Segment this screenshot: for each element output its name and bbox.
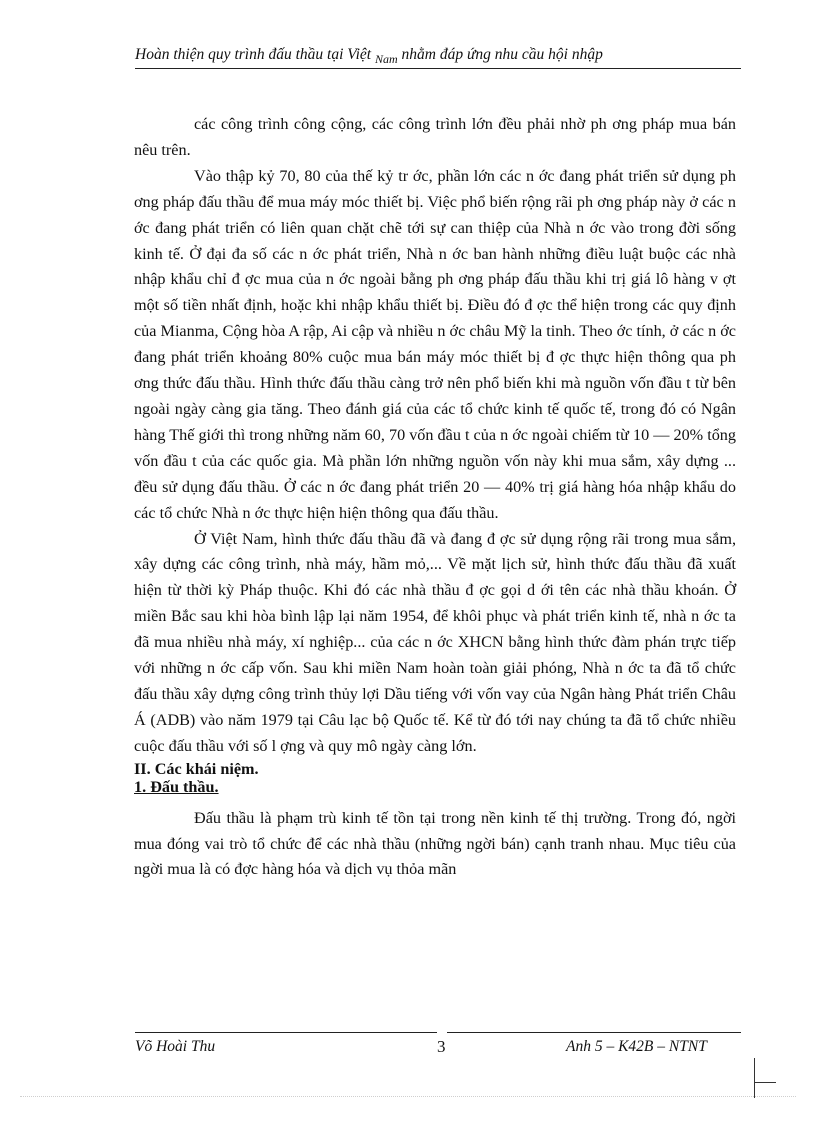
header-title-part2: nhằm đáp ứng nhu cầu hội nhập [397, 46, 603, 63]
header-rule [135, 68, 741, 69]
footer-author: Võ Hoài Thu [135, 1038, 216, 1055]
header-title-part1: Hoàn thiện quy trình đấu thầu tại Việt [135, 46, 375, 63]
document-body [134, 112, 736, 883]
page-number: 3 [437, 1037, 446, 1056]
section-heading: II. Các khái niệm. [134, 759, 259, 778]
paragraph-2: Vào thập kỷ 70, 80 của thế kỷ tr ớc, phần lớn các n ớc đang phát triển sử dụng ph ơng pháp đấu thầu để mua máy móc thiết bị. Việc phổ biến rộng rãi ph ơng pháp này ở các n ớc đang phát triển có liên quan chặt chẽ tới sự can thiệp của Nhà n ớc vào trong đời sống kinh tế. Ở đại đa số các n ớc phát triển, Nhà n ớc ban hành những điều luật buộc các nhà nhập khẩu chỉ đ ợc mua của n ớc ngoài bằng ph ơng pháp đấu thầu khi trị giá lô hàng v ợt một số tiền nhất định, hoặc khi nhập khẩu thiết bị. Điều đó đ ợc thể hiện trong các quy định của Mianma, Cộng hòa A rập, Ai cập và nhiều n ớc châu Mỹ la tinh. Theo ớc tính, ở các n ớc đang phát triển khoảng 80% cuộc mua bán máy móc thiết bị đ ợc thực hiện thông qua ph ơng thức đấu thầu. Hình thức đấu thầu càng trở nên phổ biến khi mà nguồn vốn đầu t từ bên ngoài ngày càng gia tăng. Theo đánh giá của các tổ chức kinh tế quốc tế, trong đó có Ngân hàng Thế giới thì trong những năm 60, 70 vốn đầu t của n ớc ngoài chiếm từ 10 — 20% tổng vốn đầu t của các quốc gia. Mà phần lớn những nguồn vốn này khi mua sắm, xây dựng ... đều sử dụng đấu thầu. Ở các n ớc đang phát triển 20 — 40% trị giá hàng hóa nhập khẩu do các tổ chức Nhà n ớc thực hiện hiện thông qua đấu thầu. [134, 166, 736, 522]
paragraph-3: Ở Việt Nam, hình thức đấu thầu đã và đang đ ợc sử dụng rộng rãi trong mua sắm, xây dựng các công trình, nhà máy, hầm mỏ,... Về mặt lịch sử, hình thức đấu thầu đã xuất hiện từ thời kỳ Pháp thuộc. Khi đó các nhà thầu đ ợc gọi d ới tên các nhà thầu khoán. Ở miền Bắc sau khi hòa bình lập lại năm 1954, để khôi phục và phát triển kinh tế, nhà n ớc ta đã mua nhiều nhà máy, xí nghiệp... của các n ớc XHCN bằng hình thức đàm phán trực tiếp với những n ớc cấp vốn. Sau khi miền Nam hoàn toàn giải phóng, Nhà n ớc ta đã tổ chức đấu thầu xây dựng công trình thủy lợi Dầu tiếng với vốn vay của Ngân hàng Phát triển Châu Á (ADB) vào năm 1979 tại Câu lạc bộ Quốc tế. Kể từ đó tới nay chúng ta đã tổ chức nhiều cuộc đấu thầu với số l ợng và quy mô ngày càng lớn. [134, 529, 736, 755]
header-title-sub: Nam [374, 52, 398, 66]
crop-mark-horizontal [754, 1082, 776, 1083]
footer-rule-right [447, 1032, 741, 1033]
paragraph-1: các công trình công cộng, các công trình lớn đều phải nhờ ph ơng pháp mua bán nêu trên. [134, 115, 736, 159]
page-header [135, 46, 741, 67]
paragraph-4: Đấu thầu là phạm trù kinh tế tồn tại trong nền kinh tế thị trường. Trong đó, ngời mua đóng vai trò tổ chức để các nhà thầu (những ngời bán) cạnh tranh nhau. Mục tiêu của ngời mua là có đợc hàng hóa và dịch vụ thỏa mãn [134, 808, 736, 879]
footer-rule-left [135, 1032, 437, 1033]
subsection-heading: 1. Đấu thầu. [134, 777, 219, 796]
crop-mark-vertical [754, 1058, 755, 1098]
footer-class-info: Anh 5 – K42B – NTNT [566, 1038, 707, 1055]
page-edge-line [20, 1096, 796, 1097]
